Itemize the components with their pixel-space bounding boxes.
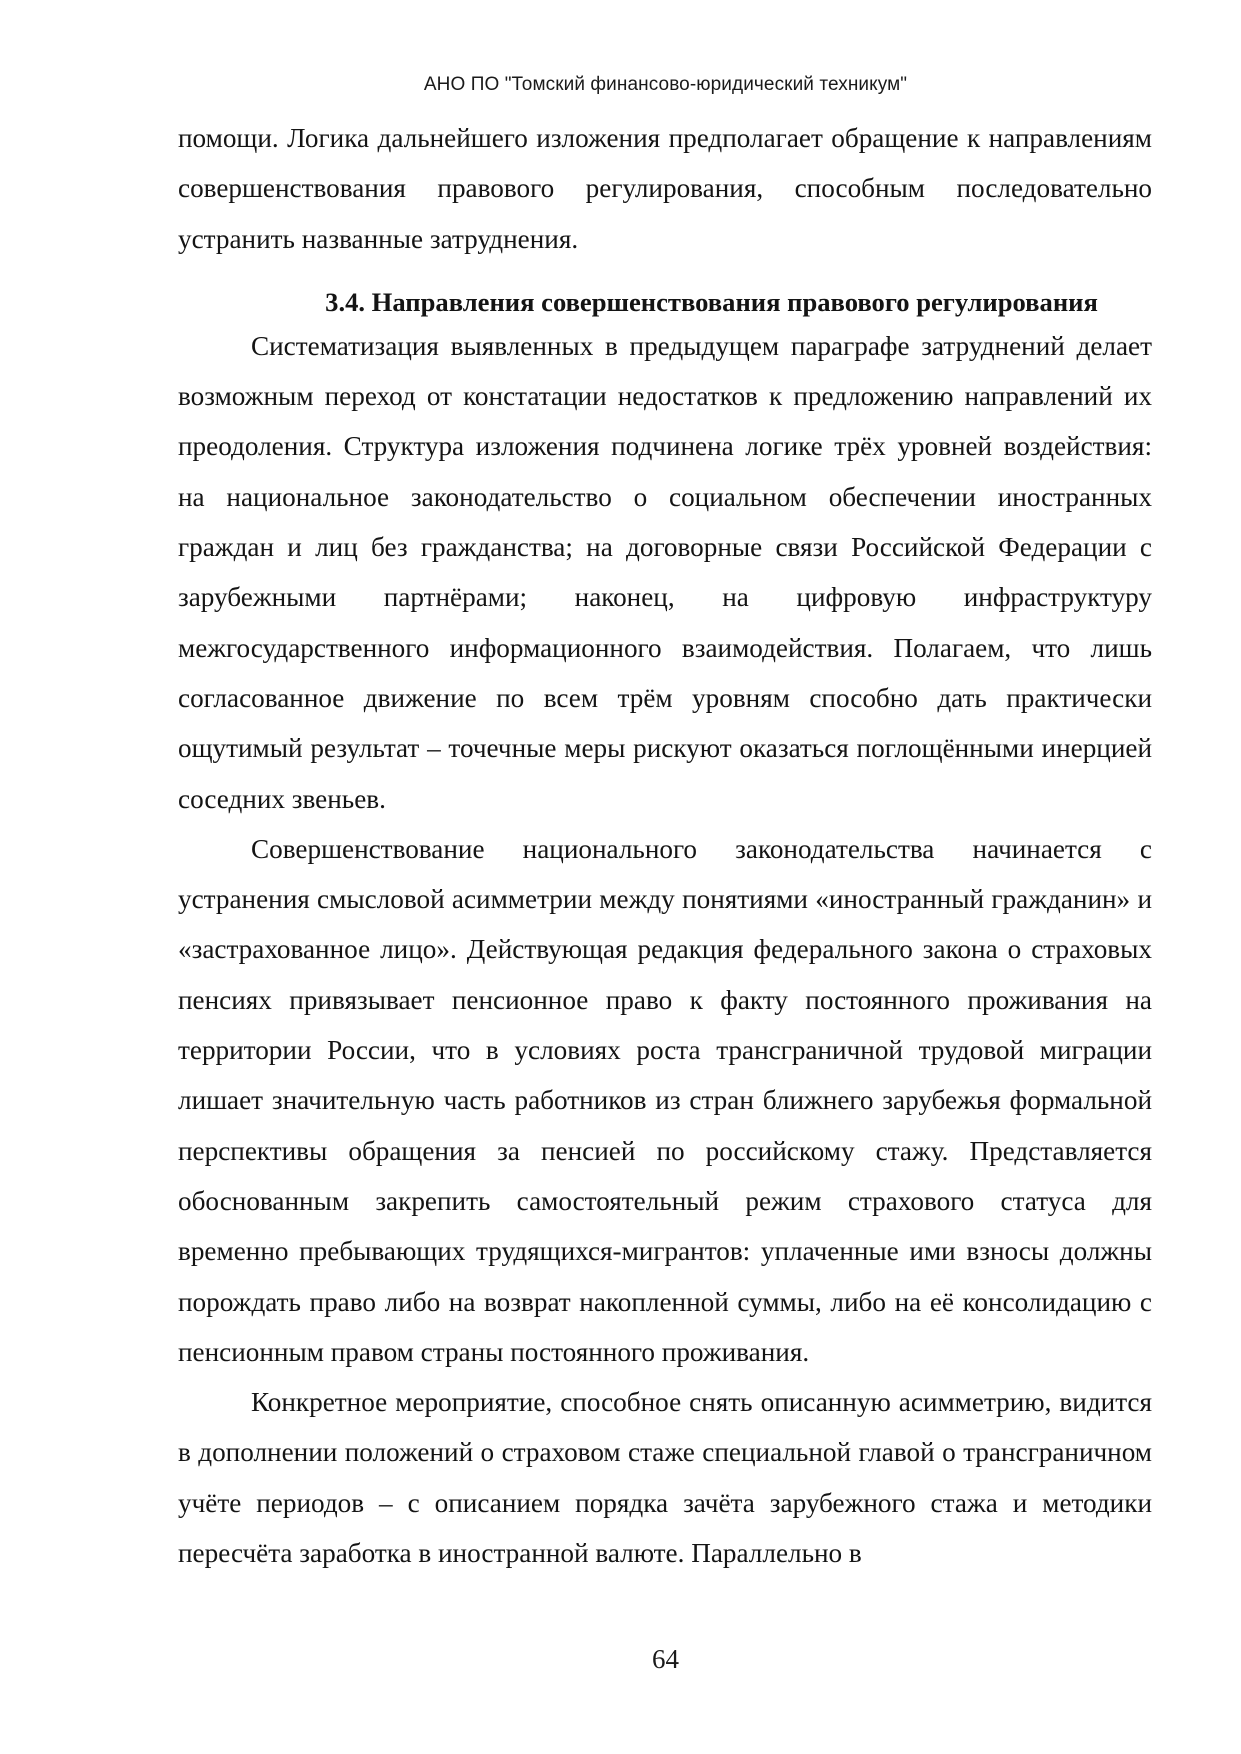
- paragraph-3: Конкретное мероприятие, способное снять описанную асимметрию, видится в дополнении положений о страховом стаже специальной главой о трансграничном учёте периодов – с описанием порядка зачёта зарубежного стажа и методики пересчёта заработка в иностранной валюте. Параллельно в: [178, 1387, 1152, 1569]
- running-header: АНО ПО "Томский финансово-юридический техникум": [423, 74, 908, 95]
- page-body: [178, 113, 1152, 1578]
- paragraph-1: Систематизация выявленных в предыдущем параграфе затруднений делает возможным переход от констатации недостатков к предложению направлений их преодоления. Структура изложения подчинена логике трёх уровней воздействия: на национальное законодательство о социальном обеспечении иностранных граждан и лиц без гражданства; на договорные связи Российской Федерации с зарубежными партнёрами; наконец, на цифровую инфраструктуру межгосударственного информационного взаимодействия. Полагаем, что лишь согласованное движение по всем трём уровням способно дать практически ощутимый результат – точечные меры рискуют оказаться поглощёнными инерцией соседних звеньев.: [178, 330, 1152, 814]
- page-number: 64: [652, 1644, 679, 1674]
- intro-paragraph: помощи. Логика дальнейшего изложения предполагает обращение к направлениям совершенствования правового регулирования, способным последовательно устранить названные затруднения.: [178, 123, 1152, 254]
- paragraph-2: Совершенствование национального законодательства начинается с устранения смысловой асимметрии между понятиями «иностранный гражданин» и «застрахованное лицо». Действующая редакция федерального закона о страховых пенсиях привязывает пенсионное право к факту постоянного проживания на территории России, что в условиях роста трансграничной трудовой миграции лишает значительную часть работников из стран ближнего зарубежья формальной перспективы обращения за пенсией по российскому стажу. Представляется обоснованным закрепить самостоятельный режим страхового статуса для временно пребывающих трудящихся-мигрантов: уплаченные ими взносы должны порождать право либо на возврат накопленной суммы, либо на её консолидацию с пенсионным правом страны постоянного проживания.: [178, 833, 1152, 1367]
- section-heading: 3.4. Направления совершенствования правового регулирования: [325, 286, 1098, 317]
